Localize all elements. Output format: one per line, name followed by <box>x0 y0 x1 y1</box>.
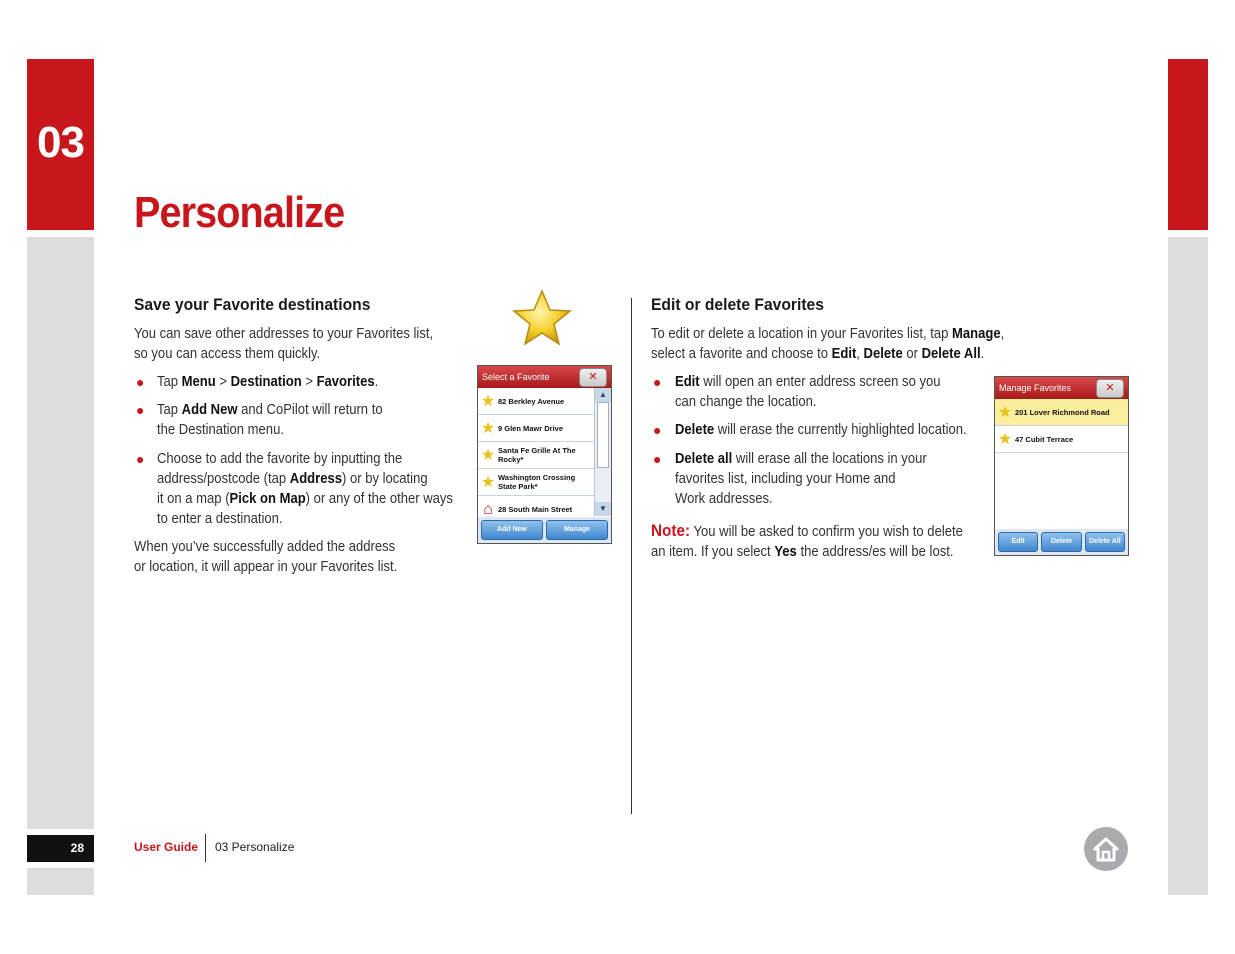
text-line: favorites list, including your Home and <box>675 471 896 487</box>
list-item[interactable] <box>478 469 595 496</box>
list-item[interactable] <box>478 388 595 415</box>
text: > <box>215 374 231 390</box>
right-section <box>651 295 839 315</box>
favorites-term: Favorites <box>316 374 375 390</box>
add-new-button[interactable]: Add New <box>481 520 543 540</box>
section-heading-edit: Edit or delete Favorites <box>651 295 824 314</box>
left-intro <box>134 324 458 364</box>
item-label: 82 Berkley Avenue <box>498 396 565 406</box>
favorite-star-icon <box>512 288 572 348</box>
text: will open an enter address screen so you <box>699 374 941 390</box>
chapter-number: 03 <box>37 118 84 167</box>
text: Tap <box>157 402 182 418</box>
delete-all-term: Delete all <box>675 451 733 467</box>
text: . <box>980 346 985 362</box>
star-icon: ★ <box>997 403 1013 421</box>
left-grey-bar <box>27 237 94 829</box>
manage-button[interactable]: Manage <box>546 520 608 540</box>
delete-term: Delete <box>863 346 903 362</box>
text: > <box>301 374 317 390</box>
delete-button[interactable]: Delete <box>1041 532 1081 552</box>
delete-all-button[interactable]: Delete All <box>1085 532 1125 552</box>
yes-term: Yes <box>774 544 797 560</box>
text: ) or any of the other ways <box>305 491 453 507</box>
item-label: 201 Lover Richmond Road <box>1015 407 1110 417</box>
list-item[interactable] <box>995 426 1128 453</box>
list-item-selected[interactable] <box>995 399 1128 426</box>
item-label: 9 Glen Mawr Drive <box>498 423 564 433</box>
edit-term: Edit <box>675 374 700 390</box>
star-icon: ★ <box>480 446 496 464</box>
text: You will be asked to confirm you wish to delete <box>690 524 963 540</box>
bullet-icon: ● <box>653 451 662 467</box>
bullet-icon: ● <box>653 374 662 390</box>
text: it on a map ( <box>157 491 230 507</box>
text: will erase the currently highlighted location. <box>714 422 967 438</box>
menu-term: Menu <box>181 374 216 390</box>
manage-favorites-screen <box>994 376 1129 556</box>
item-label: Washington Crossing State Park* <box>498 473 576 491</box>
edit-term: Edit <box>831 346 857 362</box>
right-grey-bar <box>1168 237 1208 895</box>
page-number: 28 <box>27 835 94 862</box>
bullet-icon: ● <box>136 402 145 418</box>
star-icon: ★ <box>480 392 496 410</box>
list-item[interactable] <box>478 415 595 442</box>
text: an item. If you select <box>651 544 775 560</box>
page-title: Personalize <box>134 188 345 237</box>
home-icon: ⌂ <box>483 500 493 518</box>
right-red-bar <box>1168 59 1208 230</box>
right-intro <box>651 324 1011 364</box>
right-bullet-1 <box>675 372 963 412</box>
footer-separator <box>205 834 206 862</box>
close-icon[interactable]: ✕ <box>579 368 607 387</box>
text: , <box>856 346 864 362</box>
address-term: Address <box>289 471 342 487</box>
screen-title: Select a Favorite <box>482 372 550 382</box>
text-line: can change the location. <box>675 394 817 410</box>
section-heading-save: Save your Favorite destinations <box>134 295 371 314</box>
text: ) or by locating <box>341 471 428 487</box>
edit-button[interactable]: Edit <box>998 532 1038 552</box>
button-bar <box>478 517 611 543</box>
right-bullet-3 <box>675 449 963 509</box>
item-label: Santa Fe Grille At The Rocky* <box>498 446 576 464</box>
text-line: You can save other addresses to your Favorites list, <box>134 326 434 342</box>
add-new-term: Add New <box>181 402 238 418</box>
button-bar <box>995 529 1128 555</box>
select-favorite-screen <box>477 365 612 544</box>
text-line: When you’ve successfully added the address <box>134 539 396 555</box>
home-icon <box>1084 827 1128 871</box>
right-bullet-2 <box>675 420 981 440</box>
close-icon[interactable]: ✕ <box>1096 379 1124 398</box>
home-button[interactable] <box>1084 827 1128 871</box>
text-line: the Destination menu. <box>157 422 284 438</box>
left-bullet-3 <box>157 449 472 529</box>
list-item[interactable] <box>478 442 595 469</box>
scroll-down-icon[interactable]: ▼ <box>595 502 611 516</box>
text: the address/es will be lost. <box>796 544 954 560</box>
scroll-up-icon[interactable]: ▲ <box>595 388 611 402</box>
left-section <box>134 295 391 315</box>
note-label: Note: <box>651 521 691 540</box>
text-line: so you can access them quickly. <box>134 346 321 362</box>
screen-title: Manage Favorites <box>999 383 1072 393</box>
left-bullet-2 <box>157 400 454 440</box>
destination-term: Destination <box>230 374 302 390</box>
bullet-icon: ● <box>136 451 145 467</box>
text-line: to enter a destination. <box>157 511 283 527</box>
text: select a favorite and choose to <box>651 346 832 362</box>
text: address/postcode (tap <box>157 471 290 487</box>
item-label: 47 Cubit Terrace <box>1015 434 1074 444</box>
star-icon: ★ <box>480 419 496 437</box>
text-line: or location, it will appear in your Favorites list. <box>134 559 398 575</box>
text: Tap <box>157 374 182 390</box>
text: or <box>902 346 922 362</box>
text-line: Choose to add the favorite by inputting the <box>157 451 403 467</box>
screen-title-bar <box>995 377 1128 399</box>
text: . <box>374 374 379 390</box>
text: and CoPilot will return to <box>237 402 383 418</box>
delete-all-term: Delete All <box>921 346 981 362</box>
item-label: 28 South Main Street <box>498 504 573 514</box>
screen-title-bar <box>478 366 611 388</box>
manage-term: Manage <box>952 326 1001 342</box>
star-icon: ★ <box>480 473 496 491</box>
footer-user-guide-link[interactable]: User Guide <box>134 840 199 854</box>
text: To edit or delete a location in your Favorites list, tap <box>651 326 953 342</box>
scrollbar[interactable] <box>594 388 611 516</box>
left-outro <box>134 537 458 577</box>
text: will erase all the locations in your <box>732 451 927 467</box>
delete-term: Delete <box>675 422 715 438</box>
pick-on-map-term: Pick on Map <box>229 491 306 507</box>
footer-chapter: 03 Personalize <box>215 840 295 854</box>
text: , <box>1000 326 1005 342</box>
column-divider <box>631 298 632 814</box>
bullet-icon: ● <box>136 374 145 390</box>
star-icon: ★ <box>997 430 1013 448</box>
left-bullet-1 <box>157 372 454 392</box>
text-line: Work addresses. <box>675 491 773 507</box>
bullet-icon: ● <box>653 422 662 438</box>
right-note <box>651 521 975 562</box>
scroll-thumb[interactable] <box>597 402 609 468</box>
left-grey-bar-bottom <box>27 868 94 895</box>
